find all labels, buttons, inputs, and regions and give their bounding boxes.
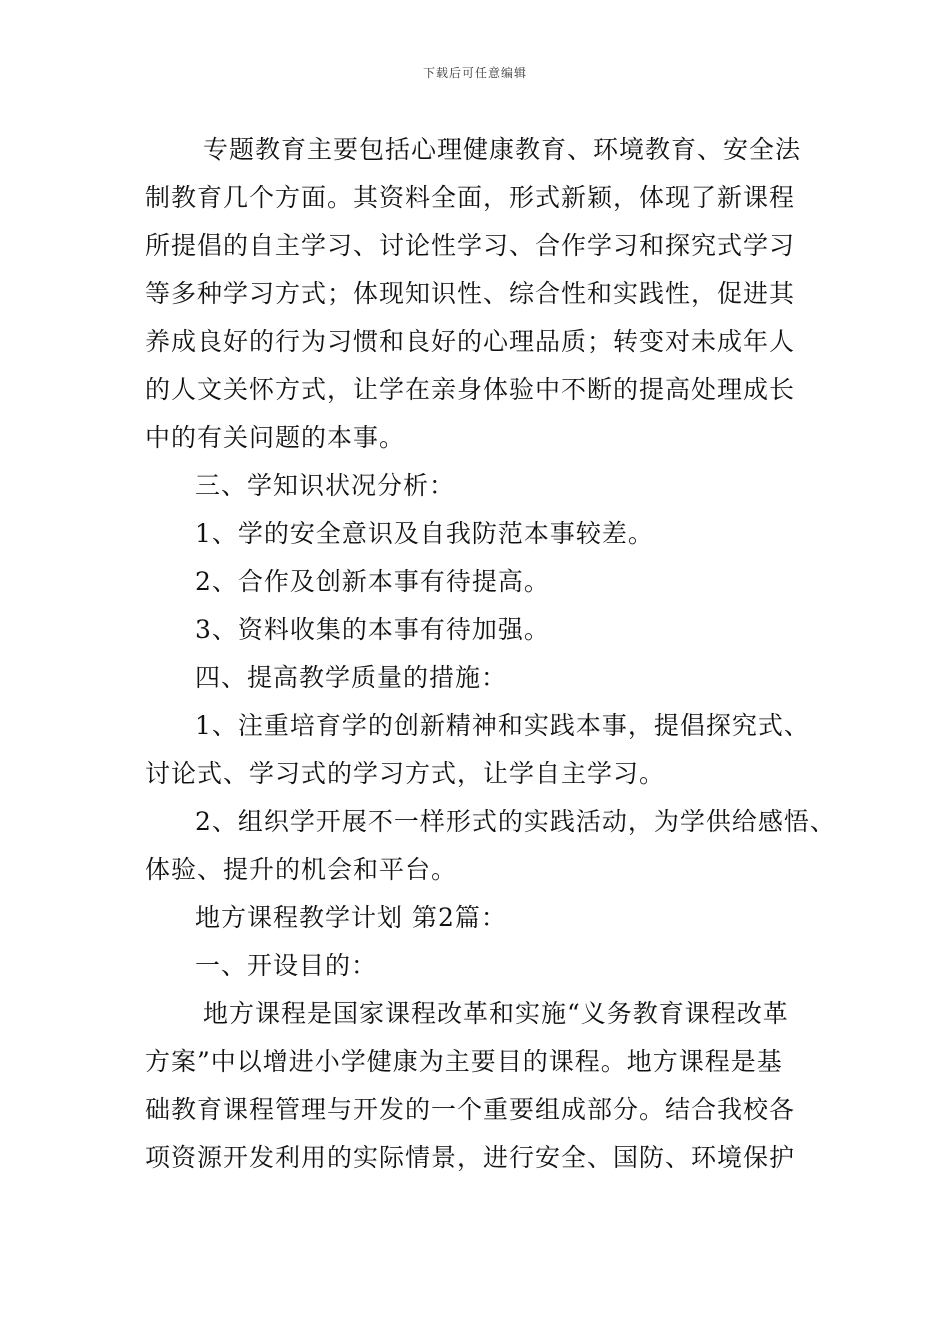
body-line: 础教育课程管理与开发的一个重要组成部分。结合我校各 xyxy=(145,1095,796,1124)
list-item: 2、组织学开展不一样形式的实践活动，为学供给感悟、 xyxy=(195,807,836,836)
section-heading: 三、学知识状况分析： xyxy=(195,471,456,500)
page-header: 下载后可任意编辑 xyxy=(422,66,527,80)
body-line: 项资源开发利用的实际情景，进行安全、国防、环境保护 xyxy=(145,1143,796,1172)
document-body xyxy=(145,126,836,1182)
list-item: 2、合作及创新本事有待提高。 xyxy=(195,567,550,596)
body-line: 养成良好的行为习惯和良好的心理品质；转变对未成年人 xyxy=(145,327,796,356)
section-heading: 四、提高教学质量的措施： xyxy=(195,663,508,692)
list-item: 3、资料收集的本事有待加强。 xyxy=(195,615,550,644)
body-line: 体验、提升的机会和平台。 xyxy=(145,855,458,884)
section-heading: 一、开设目的： xyxy=(195,951,378,980)
body-line: 的人文关怀方式，让学在亲身体验中不断的提高处理成长 xyxy=(145,375,796,404)
list-item: 1、注重培育学的创新精神和实践本事，提倡探究式、 xyxy=(195,711,810,740)
body-line: 地方课程是国家课程改革和实施“义务教育课程改革 xyxy=(203,999,789,1028)
body-line: 制教育几个方面。其资料全面，形式新颖，体现了新课程 xyxy=(145,183,796,212)
section-title: 地方课程教学计划 第2篇： xyxy=(195,903,507,932)
body-line: 中的有关问题的本事。 xyxy=(145,423,406,452)
body-line: 方案”中以增进小学健康为主要目的课程。地方课程是基 xyxy=(145,1047,783,1076)
list-item: 1、学的安全意识及自我防范本事较差。 xyxy=(195,519,654,548)
body-line: 讨论式、学习式的学习方式，让学自主学习。 xyxy=(145,759,666,788)
body-line: 等多种学习方式；体现知识性、综合性和实践性，促进其 xyxy=(145,279,796,308)
body-line: 专题教育主要包括心理健康教育、环境教育、安全法 xyxy=(203,135,802,164)
body-line: 所提倡的自主学习、讨论性学习、合作学习和探究式学习 xyxy=(145,231,796,260)
